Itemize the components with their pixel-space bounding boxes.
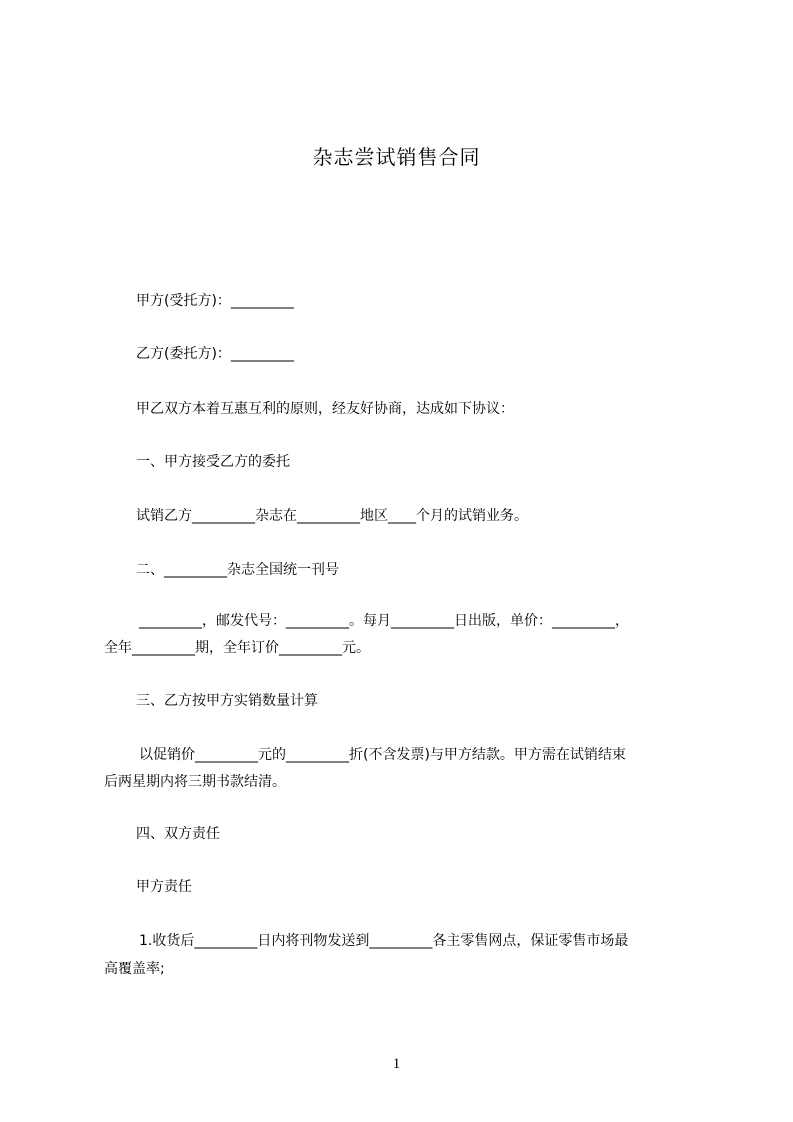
party-a-duty-heading: 甲方责任 [136,879,192,895]
document-title: 杂志尝试销售合同 [312,145,481,169]
section3-text-line2: 后两星期内将三期书款结清。 [104,774,286,790]
section2-text-line2: 全年_________期，全年订价_________元。 [104,640,370,656]
party-a-line: 甲方(受托方)：_________ [136,293,294,309]
section1-heading: 一、甲方接受乙方的委托 [136,454,290,470]
section4-heading: 四、双方责任 [136,826,220,842]
intro-paragraph: 甲乙双方本着互惠互利的原则，经友好协商，达成如下协议： [136,401,514,417]
section1-text: 试销乙方_________杂志在_________地区____个月的试销业务。 [136,508,528,524]
section3-text-line1: 以促销价_________元的_________折(不含发票)与甲方结款。甲方需在试销结束 [139,747,626,763]
duty1-text-line2: 高覆盖率; [104,961,165,977]
section2-text-line1: _________，邮发代号：_________。每月_________日出版，单价：_________， [139,613,629,629]
duty1-text-line1: 1.收货后_________日内将刊物发送到_________各主零售网点，保证零售市场最 [139,933,629,949]
section3-heading: 三、乙方按甲方实销数量计算 [136,693,318,709]
party-b-line: 乙方(委托方)：_________ [136,346,294,362]
page-number: 1 [392,1056,401,1072]
section2-heading: 二、_________杂志全国统一刊号 [136,562,339,578]
